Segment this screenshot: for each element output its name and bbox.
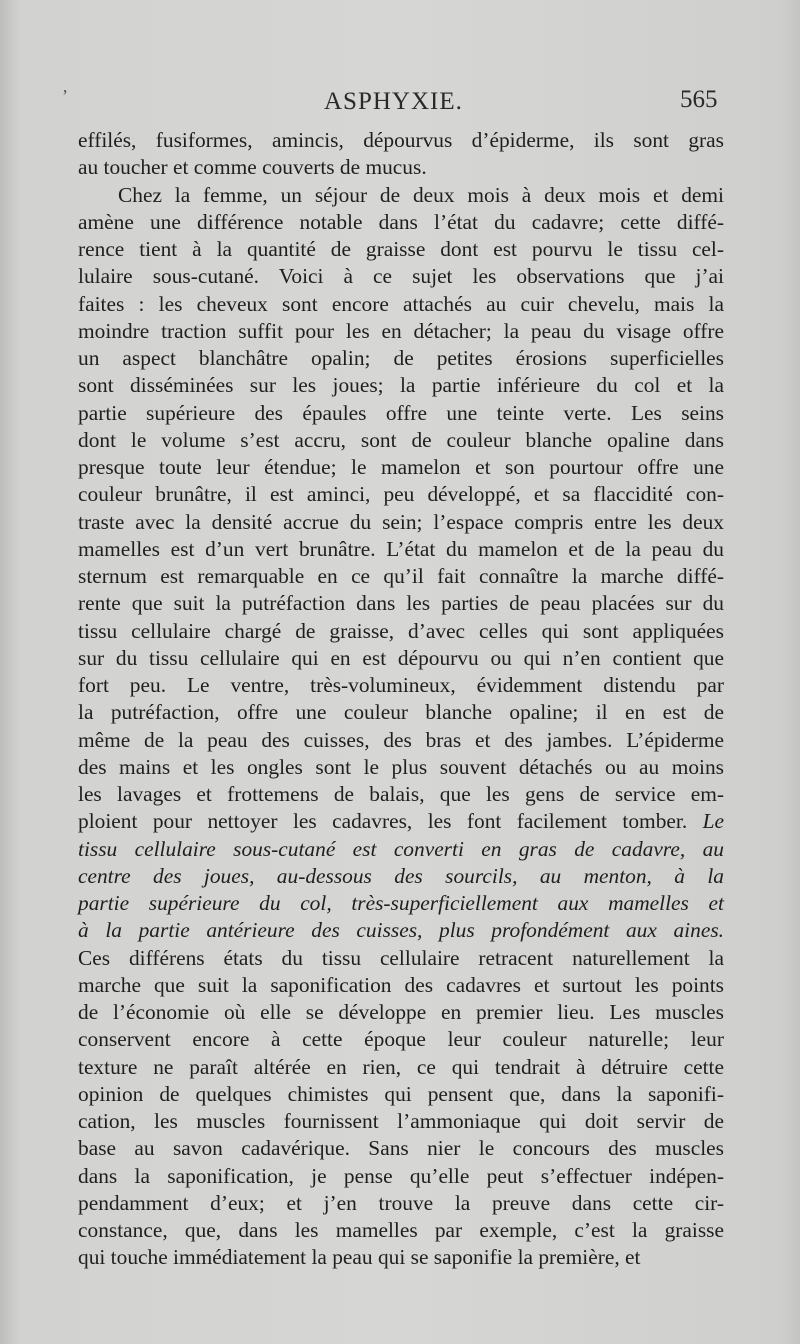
text-line-content: lulaire sous-cutané. Voici à ce sujet les observations que j’ai bbox=[78, 264, 724, 289]
text-line bbox=[78, 1026, 724, 1053]
text-line-content: dont le volume s’est accru, sont de couleur blanche opaline dans bbox=[78, 427, 724, 452]
text-line bbox=[78, 1054, 724, 1081]
text-line-content: dans la saponification, je pense qu’elle peut s’effectuer indépen- bbox=[78, 1163, 724, 1188]
text-line bbox=[78, 509, 724, 536]
text-line bbox=[78, 645, 724, 672]
text-line bbox=[78, 1135, 724, 1162]
page-number: 565 bbox=[680, 86, 718, 113]
text-line-content: rente que suit la putréfaction dans les parties de peau placées sur du bbox=[78, 591, 724, 616]
text-line bbox=[78, 917, 724, 944]
text-line-content: rence tient à la quantité de graisse dont est pourvu le tissu cel- bbox=[78, 237, 724, 261]
text-line-content: amène une différence notable dans l’état du cadavre; cette diffé- bbox=[78, 209, 724, 234]
text-line bbox=[78, 209, 724, 236]
running-head bbox=[0, 84, 800, 124]
text-line bbox=[78, 972, 724, 999]
text-line-content: des mains et les ongles sont le plus souvent détachés ou au moins bbox=[78, 754, 724, 779]
text-line bbox=[78, 1190, 724, 1217]
text-line bbox=[78, 236, 724, 263]
text-line bbox=[78, 400, 724, 427]
text-line-content: moindre traction suffit pour les en détacher; la peau du visage offre bbox=[78, 318, 724, 343]
text-line bbox=[78, 1217, 724, 1244]
text-line-content: Ces différens états du tissu cellulaire retracent naturellement la bbox=[78, 945, 724, 970]
text-line bbox=[78, 318, 724, 345]
text-line bbox=[78, 427, 724, 454]
text-line-content: les lavages et frottemens de balais, que les gens de service em- bbox=[78, 782, 724, 806]
text-line-content: sont disséminées sur les joues; la partie inférieure du col et la bbox=[78, 373, 724, 398]
text-line bbox=[78, 836, 724, 863]
text-line bbox=[78, 263, 724, 290]
text-line bbox=[78, 699, 724, 726]
text-line bbox=[78, 754, 724, 781]
text-line bbox=[78, 154, 724, 181]
text-line-content: Chez la femme, un séjour de deux mois à deux mois et demi bbox=[118, 182, 724, 207]
text-line bbox=[78, 590, 724, 617]
text-line-content: même de la peau des cuisses, des bras et des jambes. L’épiderme bbox=[78, 727, 724, 752]
text-line bbox=[78, 999, 724, 1026]
text-line bbox=[78, 808, 724, 835]
text-line bbox=[78, 1081, 724, 1108]
text-line-content: couleur brunâtre, il est aminci, peu développé, et sa flaccidité con- bbox=[78, 482, 724, 507]
text-line bbox=[78, 945, 724, 972]
text-line bbox=[78, 345, 724, 372]
text-line-content: faites : les cheveux sont encore attachés au cuir chevelu, mais la bbox=[78, 291, 724, 316]
text-line-content: ploient pour nettoyer les cadavres, les font facilement tomber. bbox=[78, 809, 688, 834]
text-line-content: fort peu. Le ventre, très-volumineux, évidemment distendu par bbox=[78, 673, 724, 697]
text-line-content: qui touche immédiatement la peau qui se saponifie la première, et bbox=[78, 1245, 641, 1270]
text-line-content: tissu cellulaire sous-cutané est converti en gras de cadavre, au bbox=[78, 836, 724, 861]
text-line-content: la putréfaction, offre une couleur blanche opaline; il en est de bbox=[78, 700, 724, 725]
text-line bbox=[78, 127, 724, 154]
text-line-content: texture ne paraît altérée en rien, ce qui tendrait à détruire cette bbox=[78, 1054, 724, 1079]
text-line bbox=[78, 618, 724, 645]
text-line bbox=[78, 781, 724, 808]
text-line-content: constance, que, dans les mamelles par exemple, c’est la graisse bbox=[78, 1218, 724, 1242]
text-line-content: partie supérieure du col, très-superficiellement aux mamelles et bbox=[78, 891, 724, 915]
text-line bbox=[78, 1163, 724, 1190]
text-line bbox=[78, 182, 724, 209]
text-line bbox=[78, 536, 724, 563]
text-line bbox=[78, 727, 724, 754]
text-line bbox=[78, 1244, 724, 1271]
text-line-content: sur du tissu cellulaire qui en est dépourvu ou qui n’en contient que bbox=[78, 645, 724, 670]
text-line-content: tissu cellulaire chargé de graisse, d’avec celles qui sont appliquées bbox=[78, 618, 724, 643]
text-line-content: de l’économie où elle se développe en premier lieu. Les muscles bbox=[78, 1000, 724, 1024]
ink-mark: ʼ bbox=[62, 86, 68, 106]
text-line-content: sternum est remarquable en ce qu’il fait connaître la marche diffé- bbox=[78, 564, 724, 588]
text-line-italic-tail: Le bbox=[687, 809, 724, 834]
text-line-content: cation, les muscles fournissent l’ammoniaque qui doit servir de bbox=[78, 1109, 724, 1133]
text-line bbox=[78, 890, 724, 917]
text-line bbox=[78, 454, 724, 481]
text-line-content: marche que suit la saponification des cadavres et surtout les points bbox=[78, 972, 724, 997]
text-line bbox=[78, 863, 724, 890]
text-line-content: opinion de quelques chimistes qui pensent que, dans la saponifi- bbox=[78, 1081, 724, 1106]
text-line-content: un aspect blanchâtre opalin; de petites érosions superficielles bbox=[78, 346, 724, 370]
text-line-content: mamelles est d’un vert brunâtre. L’état du mamelon et de la peau du bbox=[78, 536, 724, 561]
text-line bbox=[78, 672, 724, 699]
text-line-content: partie supérieure des épaules offre une teinte verte. Les seins bbox=[78, 400, 724, 425]
text-line bbox=[78, 1108, 724, 1135]
text-line-content: à la partie antérieure des cuisses, plus profondément aux aines. bbox=[78, 918, 724, 943]
text-line-content: effilés, fusiformes, amincis, dépourvus d’épiderme, ils sont gras bbox=[78, 128, 724, 152]
text-line-content: pendamment d’eux; et j’en trouve la preuve dans cette cir- bbox=[78, 1190, 724, 1215]
text-line bbox=[78, 481, 724, 508]
text-line bbox=[78, 372, 724, 399]
text-line-content: conservent encore à cette époque leur couleur naturelle; leur bbox=[78, 1027, 724, 1052]
text-line-content: base au savon cadavérique. Sans nier le concours des muscles bbox=[78, 1136, 724, 1161]
text-line-content: traste avec la densité accrue du sein; l’espace compris entre les deux bbox=[78, 509, 724, 534]
text-line bbox=[78, 291, 724, 318]
body-text bbox=[78, 127, 724, 1272]
chapter-title: ASPHYXIE. bbox=[324, 88, 463, 115]
text-line-content: au toucher et comme couverts de mucus. bbox=[78, 155, 427, 180]
text-line-content: presque toute leur étendue; le mamelon et son pourtour offre une bbox=[78, 455, 724, 479]
text-line-content: centre des joues, au-dessous des sourcils, au menton, à la bbox=[78, 863, 724, 888]
text-line bbox=[78, 563, 724, 590]
